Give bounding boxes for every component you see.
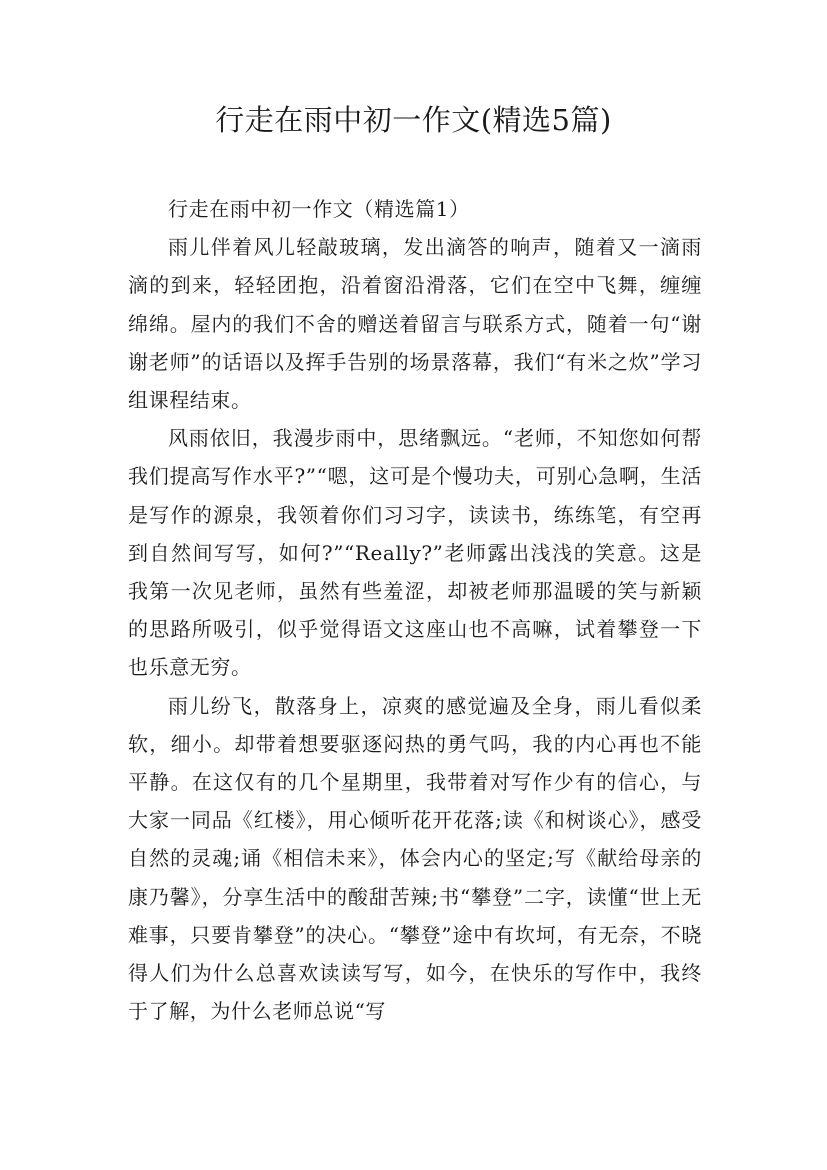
document-body: [128, 190, 702, 1030]
section-heading: 行走在雨中初一作文（精选篇1）: [168, 197, 470, 221]
paragraph-3: 雨儿纷飞，散落身上，凉爽的感觉遍及全身，雨儿看似柔软，细小。却带着想要驱逐闷热的勇气吗，我的内心再也不能平静。在这仅有的几个星期里，我带着对写作少有的信心，与大家一同品《红楼》，用心倾听花开花落;读《和树谈心》，感受自然的灵魂;诵《相信未来》，体会内心的坚定;写《献给母亲的康乃馨》，分享生活中的酸甜苦辣;书“攀登”二字，读懂“世上无难事，只要肯攀登”的决心。“攀登”途中有坎坷，有无奈，不晓得人们为什么总喜欢读读写写，如今，在快乐的写作中，我终于了解，为什么老师总说“写: [128, 693, 702, 1024]
document-title: 行走在雨中初一作文(精选5篇): [215, 103, 612, 137]
paragraph-2: 风雨依旧，我漫步雨中，思绪飘远。“老师，不知您如何帮我们提高写作水平?”“嗯，这可是个慢功夫，可别心急啊，生活是写作的源泉，我领着你们习习字，读读书，练练笔，有空再到自然间写写，如何?”“Really?”老师露出浅浅的笑意。这是我第一次见老师，虽然有些羞涩，却被老师那温暖的笑与新颖的思路所吸引，似乎觉得语文这座山也不高嘛，试着攀登一下也乐意无穷。: [128, 426, 702, 680]
paragraph-1: 雨儿伴着风儿轻敲玻璃，发出滴答的响声，随着又一滴雨滴的到来，轻轻团抱，沿着窗沿滑落，它们在空中飞舞，缠缠绵绵。屋内的我们不舍的赠送着留言与联系方式，随着一句“谢谢老师”的话语以及挥手告别的场景落幕，我们“有米之炊”学习组课程结束。: [128, 235, 702, 413]
